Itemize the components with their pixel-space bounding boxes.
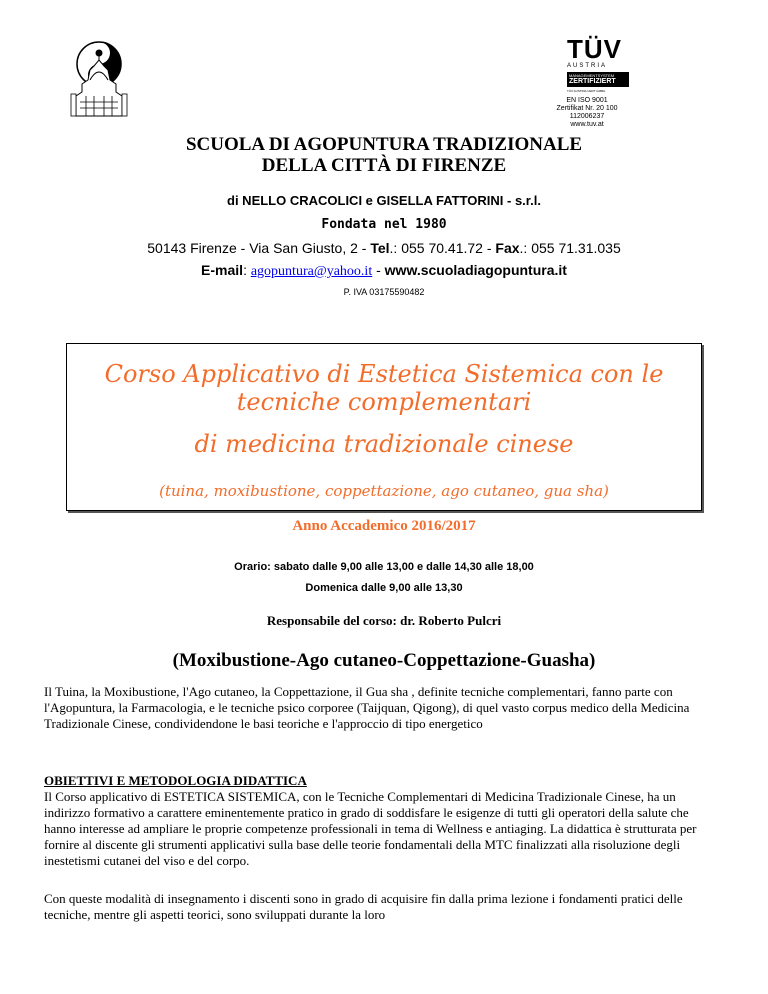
tuv-certification-mark <box>555 36 675 129</box>
website-link[interactable]: www.scuoladiagopuntura.it <box>384 262 567 278</box>
address-line <box>0 240 768 256</box>
course-title-line3: di medicina tradizionale cinese <box>194 430 574 458</box>
school-name <box>0 134 768 176</box>
course-techniques: (tuina, moxibustione, coppettazione, ago cutaneo, gua sha) <box>159 482 609 500</box>
owners-line: di NELLO CRACOLICI e GISELLA FATTORINI - s.r.l. <box>227 193 541 208</box>
course-responsible: Responsabile del corso: dr. Roberto Pulcri <box>266 613 502 628</box>
tel-value: .: 055 70.41.72 - <box>389 240 496 256</box>
tuv-standard: EN ISO 9001 <box>566 97 608 104</box>
founded-line: Fondata nel 1980 <box>321 217 447 232</box>
tuv-details <box>551 97 623 129</box>
schedule-line1: Orario: sabato dalle 9,00 alle 13,00 e dalle 14,30 alle 18,00 <box>234 561 534 573</box>
yin-yang-duomo-icon <box>68 40 130 118</box>
email-separator: : <box>243 262 251 278</box>
tuv-badge <box>567 36 629 93</box>
vat-number: P. IVA 03175590482 <box>343 287 425 297</box>
contacts-line <box>0 262 768 280</box>
course-title-line1: Corso Applicativo di Estetica Sistemica con le <box>104 360 664 388</box>
school-name-line1: SCUOLA DI AGOPUNTURA TRADIZIONALE <box>185 134 583 155</box>
tuv-url: www.tuv.at <box>570 121 604 128</box>
intro-paragraph: Il Tuina, la Moxibustione, l'Ago cutaneo, la Coppettazione, il Gua sha , definite tecniche complementari, fanno parte con l'Agopuntura, la Farmacologia, e le tecniche psico corporee (Taijquan, Qigong), di quel vasto corpus medico della Medicina Tradizionale Cinese, condividendone le basi teoriche e l'approccio di tipo energetico <box>44 684 690 731</box>
course-title-box <box>66 343 702 511</box>
schedule-line2: Domenica dalle 9,00 alle 13,30 <box>305 582 463 594</box>
method-paragraph: Con queste modalità di insegnamento i discenti sono in grado di acquisire fin dalla prima lezione i fondamenti pratici delle tecniche, mentre gli aspetti teorici, sono sviluppati durante la loro <box>44 891 683 922</box>
tuv-brand: TÜV <box>567 34 622 64</box>
email-link[interactable]: agopuntura@yahoo.it <box>250 264 373 279</box>
tuv-certificate-number: Zertifikat Nr. 20 100 112006237 <box>556 105 618 120</box>
school-logo <box>68 40 130 118</box>
email-label: E-mail <box>201 262 244 278</box>
tuv-tiny-text: TÜV AUSTRIA CERT GMBH <box>567 89 606 93</box>
tuv-bar-line2: ZERTIFIZIERT <box>569 78 616 85</box>
school-name-line2: DELLA CITTÀ DI FIRENZE <box>261 155 507 176</box>
web-separator: - <box>372 262 385 278</box>
address-text: 50143 Firenze - Via San Giusto, 2 - <box>147 240 371 256</box>
tuv-bar-line1: MANAGEMENTSYSTEM <box>569 73 615 78</box>
course-subtitle: (Moxibustione-Ago cutaneo-Coppettazione-Guasha) <box>172 650 596 671</box>
fax-label: Fax <box>495 240 520 256</box>
objectives-paragraph: Il Corso applicativo di ESTETICA SISTEMICA, con le Tecniche Complementari di Medicina Tradizionale Cinese, ha un indirizzo formativo a carattere eminentemente pratico in grado di soddisfare le esigenze di tutti gli operatori della salute che hanno interesse ad ampliare le proprie competenze professionali in tema di Wellness e antiaging. La didattica è strutturata per fornire al discente gli strumenti applicativi sulla base delle teorie fondamentali della MTC finalizzati alla risoluzione degli inestetismi cutanei del viso e del corpo. <box>44 789 697 868</box>
tel-label: Tel <box>370 240 390 256</box>
objectives-heading: OBIETTIVI E METODOLOGIA DIDATTICA <box>44 773 307 788</box>
academic-year: Anno Accademico 2016/2017 <box>292 518 476 534</box>
tuv-bar <box>567 72 629 87</box>
tuv-country: AUSTRIA <box>567 63 608 69</box>
fax-value: .: 055 71.31.035 <box>519 240 621 256</box>
course-title <box>67 360 701 416</box>
course-title-line2: tecniche complementari <box>236 388 532 416</box>
